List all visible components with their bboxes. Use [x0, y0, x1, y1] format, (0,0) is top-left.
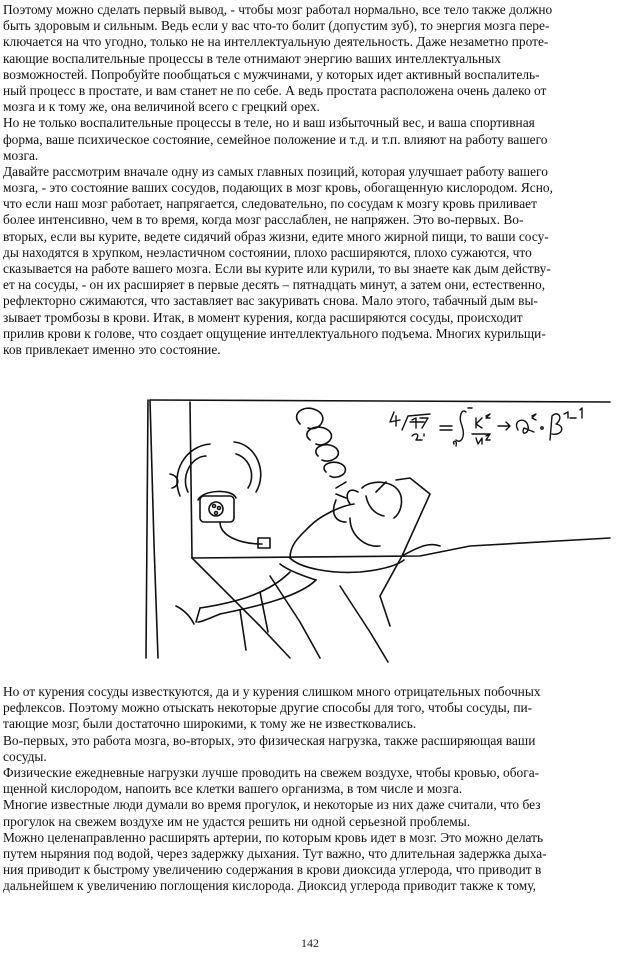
text-line: ный процесс в простате, и вам станет не по себе. А ведь простата расположена очень далеко от — [3, 82, 547, 98]
text-line: сказывается на работе вашего мозга. Если вы курите или курили, то вы знаете как дым действу- — [3, 261, 551, 276]
text-line: что если наш мозг работает, напрягается, следовательно, по сосудам к мозгу кровь приливает — [3, 196, 537, 212]
text-line: дальнейшем к увеличению поглощения кислорода. Диоксид углерода приводит также к тому, — [3, 878, 536, 894]
text-line: прилив крови к голове, что создает ощущение интеллектуального подъема. Многих курильщи- — [3, 325, 546, 341]
text-line: ния приводит к быстрому увеличению содержания в крови диоксида углерода, что приводит в — [3, 862, 542, 878]
page-number: 142 — [301, 936, 319, 950]
text-line: рефлексов. Поэтому можно отыскать некоторые другие способы для того, чтобы сосуды, пи- — [3, 700, 533, 716]
text-line: форма, ваше психическое состояние, семейное положение и т.д. и т.п. влияют на работу вашего — [3, 131, 548, 147]
text-line: сосуды. — [3, 748, 47, 764]
text-line: Физические ежедневные нагрузки лучше проводить на свежем воздухе, чтобы кровью, обога- — [3, 764, 540, 780]
text-line: ключается на что угодно, только не на интеллектуальную деятельность. Даже незаметно проте- — [3, 34, 549, 50]
text-line: тающие мозг, были достаточно широкими, к тому же не известковались. — [3, 716, 417, 732]
text-line: мозга. — [3, 147, 39, 163]
text-line: ды находятся в хрупком, неэластичном состоянии, плохо расширяются, плохо сужаются, что — [3, 244, 532, 260]
text-line: мозга, - это состояние ваших сосудов, подающих в мозг кровь, обогащенную кислородом. Ясно, — [3, 180, 553, 196]
text-line: Но не только воспалительные процессы в теле, но и ваш избыточный вес, и ваша спортивная — [3, 115, 535, 131]
text-line: Многие известные люди думали во время прогулок, и некоторые из них даже считали, что без — [3, 797, 541, 813]
telephone-icon — [198, 491, 270, 548]
text-line: щенной кислородом, напоить все клетки вашего организма, в том числе и мозга. — [3, 781, 463, 797]
text-line: мозга и к тому же, она величиной всего с грецкий орех. — [3, 99, 320, 115]
illustration-sketch — [140, 396, 618, 668]
text-line: Поэтому можно сделать первый вывод, - чтобы мозг работал нормально, все тело также должно — [3, 2, 553, 17]
text-line: вторых, если вы курите, ведете сидячий образ жизни, едите много жирной пищи, то ваши сосу- — [3, 228, 549, 244]
floor-corner-line — [192, 558, 290, 658]
text-line: быть здоровым и сильным. Ведь если у вас что-то болит (допустим зуб), то энергия мозга пере- — [3, 18, 550, 34]
text-line: прогулок на свежем воздухе им не удастся решить ни одной серьезной проблемы. — [3, 813, 471, 829]
couch-sketch — [240, 478, 440, 662]
text-line: Во-первых, это работа мозга, во-вторых, это физическая нагрузка, также расширяющая ваши — [3, 732, 536, 748]
text-line: Можно целенаправленно расширять артерии, по которым кровь идет в мозг. Это можно делать — [3, 829, 544, 845]
wall-floor-line — [192, 538, 610, 558]
text-line: путем ныряния под водой, через задержку дыхания. Тут важно, что длительная задержка дыха- — [3, 845, 547, 861]
left-frame-line — [146, 400, 148, 658]
wall-corner-line — [190, 402, 192, 558]
text-block-top — [3, 2, 615, 358]
text-line: кающие воспалительные процессы в теле отнимают энергию ваших интеллектуальных — [3, 50, 501, 66]
text-line: ков привлекает именно это состояние. — [3, 341, 221, 357]
text-line: возможностей. Попробуйте пообщаться с мужчинами, у которых идет активный воспалитель- — [3, 66, 540, 82]
text-line: Но от курения сосуды известкуются, да и у курения слишком много отрицательных побочных — [3, 684, 541, 699]
ceiling-line — [150, 400, 610, 402]
formula-sketch — [390, 408, 582, 446]
door-frame-line — [150, 400, 158, 658]
text-line: Давайте рассмотрим вначале одну из самых главных позиций, которая улучшает работу вашего — [3, 163, 548, 179]
text-line: ет на сосуды, - он их расширяет в первые десять – пятнадцать минут, а затем они, естественно, — [3, 277, 546, 293]
text-line: более интенсивно, чем в то время, когда мозг расслаблен, не напряжен. Это во-первых. Во- — [3, 212, 524, 228]
person-lying-sketch — [176, 482, 404, 624]
text-line: рефлекторно сжимаются, что заставляет вас закуривать снова. Мало этого, табачный дым вы- — [3, 293, 538, 309]
smoke-swirl-icon — [297, 408, 346, 488]
sound-waves-icon — [177, 442, 261, 496]
text-block-bottom — [3, 684, 615, 894]
text-line: зывает тромбозы в крови. Итак, в момент курения, когда расширяются сосуды, происходит — [3, 309, 523, 325]
